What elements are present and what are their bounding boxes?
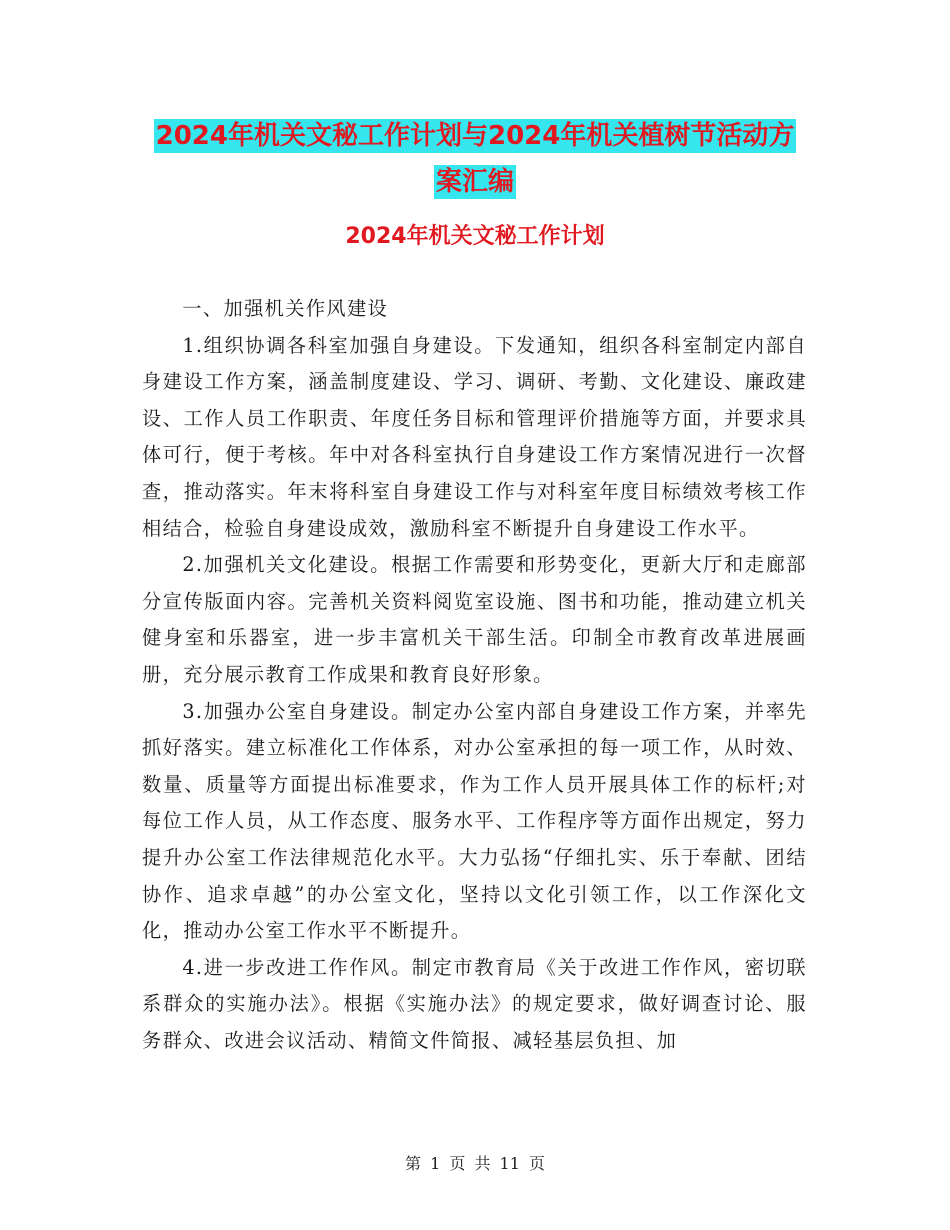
paragraph: 1.组织协调各科室加强自身建设。下发通知，组织各科室制定内部自身建设工作方案，涵盖制度建设、学习、调研、考勤、文化建设、廉政建设、工作人员工作职责、年度任务目标和管理评价措施等方面，并要求具体可行，便于考核。年中对各科室执行自身建设工作方案情况进行一次督查，推动落实。年末将科室自身建设工作与对科室年度目标绩效考核工作相结合，检验自身建设成效，激励科室不断提升自身建设工作水平。	[142, 333, 807, 540]
section-title: 2024年机关文秘工作计划	[345, 224, 605, 249]
page-footer: 第 1 页 共 11 页	[405, 1154, 545, 1173]
document-title-line-2: 案汇编	[435, 167, 514, 197]
document-title	[0, 113, 950, 205]
paragraph: 3.加强办公室自身建设。制定办公室内部自身建设工作方案，并率先抓好落实。建立标准化工作体系，对办公室承担的每一项工作，从时效、数量、质量等方面提出标准要求，作为工作人员开展具体工作的标杆;对每位工作人员，从工作态度、服务水平、工作程序等方面作出规定，努力提升办公室工作法律规范化水平。大力弘扬“仔细扎实、乐于奉献、团结协作、追求卓越”的办公室文化，坚持以文化引领工作，以工作深化文化，推动办公室工作水平不断提升。	[142, 699, 807, 943]
document-body	[142, 291, 807, 1059]
section-heading: 一、加强机关作风建设	[182, 297, 389, 320]
paragraph: 4.进一步改进工作作风。制定市教育局《关于改进工作作风，密切联系群众的实施办法》。根据《实施办法》的规定要求，做好调查讨论、服务群众、改进会议活动、精简文件简报、减轻基层负担、加	[142, 955, 807, 1052]
paragraph: 2.加强机关文化建设。根据工作需要和形势变化，更新大厅和走廊部分宣传版面内容。完善机关资料阅览室设施、图书和功能，推动建立机关健身室和乐器室，进一步丰富机关干部生活。印制全市教育改革进展画册，充分展示教育工作成果和教育良好形象。	[142, 553, 807, 686]
document-title-line-1: 2024年机关文秘工作计划与2024年机关植树节活动方	[155, 121, 795, 151]
